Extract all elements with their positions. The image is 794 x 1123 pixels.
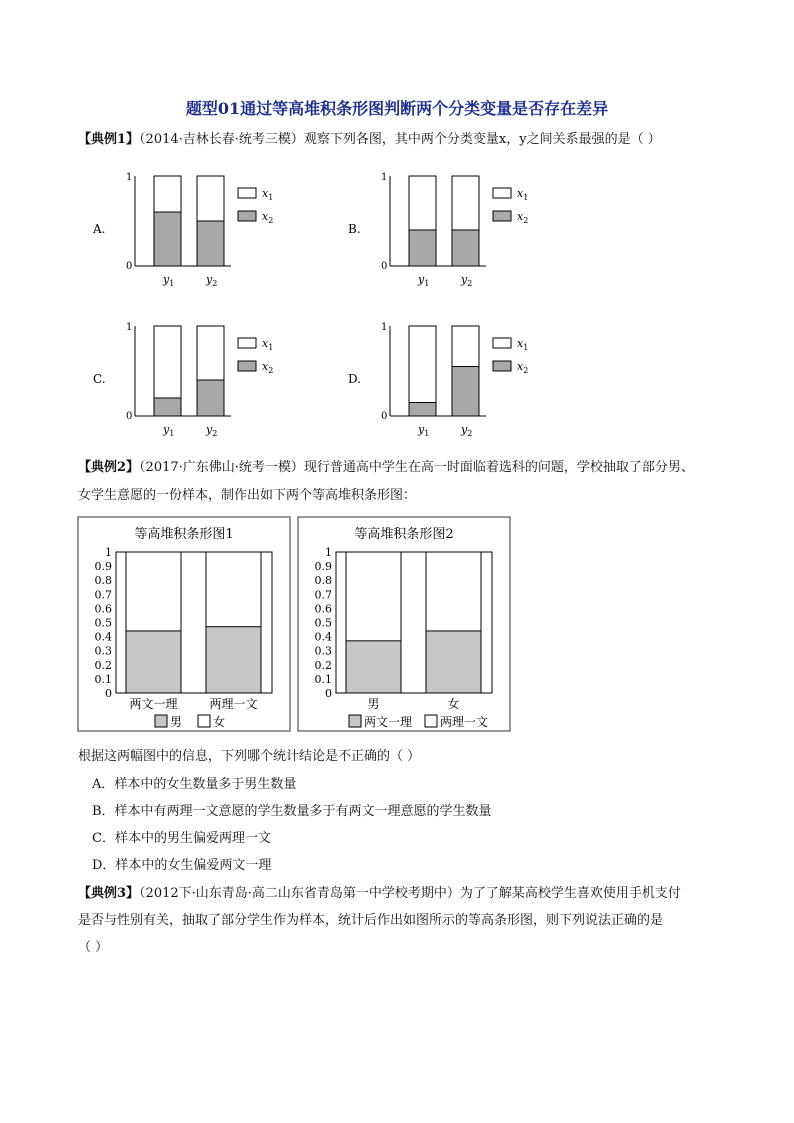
option-b: B．样本中有两理一文意愿的学生数量多于有两文一理意愿的学生数量 [92,804,492,819]
example-3-text-line2: 是否与性别有关，抽取了部分学生作为样本，统计后作出如图所示的等高条形图，则下列说法正确的是 [78,913,664,928]
y-tick-label: 0.6 [94,602,112,616]
legend-swatch [493,361,511,371]
bar-lower [346,641,401,693]
option-chart-3 [93,322,273,438]
bar-lower [426,631,481,693]
x-tick-label: $y_1$ [418,423,430,438]
bar-x2 [409,403,436,417]
y-tick-label: 0 [126,411,133,422]
legend-label: 两文一理 [364,715,413,729]
y-tick-label: 0 [105,687,112,700]
y-tick-label: 0 [325,687,332,700]
chart-title: 等高堆积条形图2 [354,527,454,542]
option-d: D．样本中的女生偏爱两文一理 [92,858,272,873]
bar-x2 [197,221,224,266]
bar-x2 [197,380,224,416]
y-tick-label: 0.2 [314,658,332,672]
example-2-text-line2: 女学生意愿的一份样本，制作出如下两个等高堆积条形图： [78,488,417,503]
legend-swatch [198,715,210,727]
legend-swatch [425,715,437,727]
y-tick-label: 0.8 [94,574,112,588]
bar-x2 [452,230,479,266]
example-2-tag: 【典例2】 [78,460,140,475]
y-tick-label: 0.6 [314,602,332,616]
x-tick-label: $y_1$ [418,273,430,288]
legend-label: $x_1$ [262,187,274,202]
legend-swatch [238,338,256,348]
example-3-text-line1 [78,885,681,903]
y-tick-label: 1 [126,322,133,333]
bar-x2 [409,230,436,266]
stacked-chart-1 [78,517,290,731]
legend-label: $x_2$ [517,210,529,225]
y-tick-label: 0 [126,261,133,272]
example-1-tag: 【典例1】 [78,132,140,147]
x-tick-label: $y_2$ [461,423,473,438]
option-c: C．样本中的男生偏爱两理一文 [92,831,271,846]
bar-x2 [154,398,181,416]
y-tick-label: 0.9 [314,560,332,574]
x-tick-label: $y_2$ [206,273,218,288]
example-1-text [78,131,661,149]
legend-label: 两理一文 [440,715,489,729]
example-3-tag: 【典例3】 [78,886,140,901]
y-tick-label: 0.5 [94,616,112,630]
bar-lower [206,627,261,693]
x-tick-label: 两理一文 [209,697,258,711]
bar-lower [126,631,181,693]
legend-label: $x_1$ [517,337,529,352]
option-label: C. [93,372,106,386]
example-2-question: 根据这两幅图中的信息，下列哪个统计结论是不正确的（ ） [78,749,421,764]
option-a: A．样本中的女生数量多于男生数量 [92,777,297,792]
y-tick-label: 0.2 [94,658,112,672]
x-tick-label: 两文一理 [129,697,178,711]
example-1-question: （2014·吉林长春·统考三模）观察下列各图，其中两个分类变量x，y之间关系最强的是（ ） [139,132,661,147]
legend-swatch [155,715,167,727]
legend-swatch [238,188,256,198]
chart-title: 等高堆积条形图1 [134,527,234,542]
stacked-chart-2 [298,517,510,731]
x-tick-label: $y_1$ [163,273,175,288]
y-tick-label: 0.3 [314,644,332,658]
y-tick-label: 0.9 [94,560,112,574]
legend-swatch [493,188,511,198]
y-tick-label: 0 [381,411,388,422]
legend-swatch [238,361,256,371]
example-3-text-part1: （2012下·山东青岛·高二山东省青岛第一中学校考期中）为了了解某高校学生喜欢使用手机支付 [139,886,681,901]
legend-label: $x_2$ [262,210,274,225]
legend-label: $x_1$ [517,187,529,202]
example-3-text-line3: （ ） [78,940,109,955]
legend-swatch [349,715,361,727]
bar-x2 [154,212,181,266]
y-tick-label: 0.4 [94,630,112,644]
option-label: B. [348,222,361,236]
option-chart-1 [92,172,273,288]
y-tick-label: 0.4 [314,630,332,644]
y-tick-label: 0.1 [314,672,332,686]
option-chart-4 [348,322,528,438]
x-tick-label: $y_1$ [163,423,175,438]
y-tick-label: 0.7 [94,588,112,602]
x-tick-label: $y_2$ [461,273,473,288]
legend-label: 男 [170,715,183,729]
y-tick-label: 1 [381,172,388,183]
y-tick-label: 1 [381,322,388,333]
y-tick-label: 1 [325,546,332,559]
x-tick-label: 女 [447,697,460,711]
stacked-bar-charts [0,510,794,740]
option-label: D. [348,372,362,386]
legend-swatch [493,211,511,221]
y-tick-label: 0.5 [314,616,332,630]
legend-label: $x_2$ [262,360,274,375]
y-tick-label: 0.8 [314,574,332,588]
y-tick-label: 1 [105,546,112,559]
option-charts [0,160,794,480]
section-title: 题型01通过等高堆积条形图判断两个分类变量是否存在差异 [185,99,609,118]
y-tick-label: 0 [381,261,388,272]
option-chart-2 [348,172,528,288]
x-tick-label: $y_2$ [206,423,218,438]
y-tick-label: 0.1 [94,672,112,686]
example-2-text-part1: （2017·广东佛山·统考一模）现行普通高中学生在高一时面临着选科的问题，学校抽取了部分男、 [139,460,694,475]
y-tick-label: 1 [126,172,133,183]
legend-swatch [238,211,256,221]
y-tick-label: 0.3 [94,644,112,658]
option-label: A. [93,222,106,236]
legend-label: $x_2$ [517,360,529,375]
legend-swatch [493,338,511,348]
bar-x2 [452,367,479,417]
legend-label: 女 [213,715,226,729]
x-tick-label: 男 [367,697,380,711]
legend-label: $x_1$ [262,337,274,352]
y-tick-label: 0.7 [314,588,332,602]
example-2-text-line1 [78,459,694,477]
